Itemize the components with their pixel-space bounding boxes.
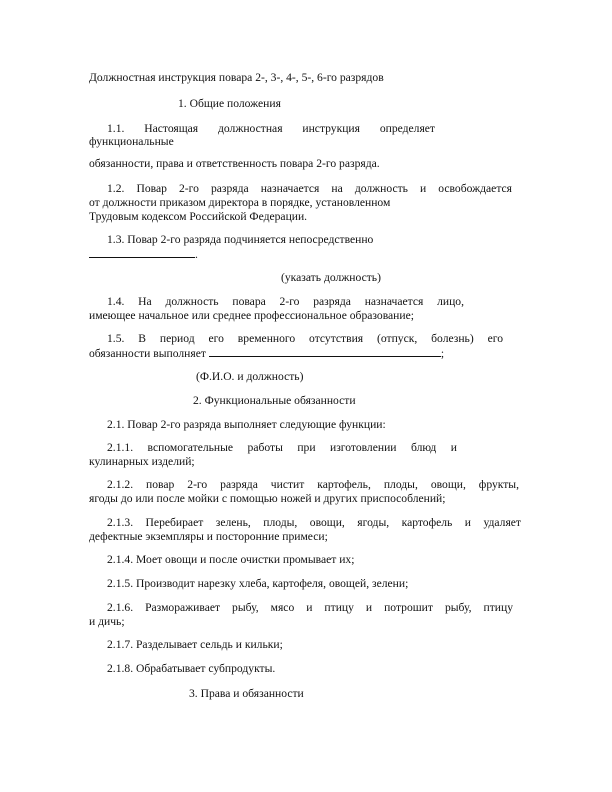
paragraph-2-1-2-line-1: 2.1.2. повар 2-го разряда чистит картофель, плоды, овощи, фрукты, <box>107 478 519 491</box>
paragraph-2-1-6-line-1: 2.1.6. Размораживает рыбу, мясо и птицу и потрошит рыбу, птицу <box>107 601 513 614</box>
paragraph-1-2-line-3: Трудовым кодексом Российской Федерации. <box>89 210 308 223</box>
paragraph-1-5-line-2: обязанности выполняет ; <box>89 347 445 360</box>
paragraph-1-2-line-1: 1.2. Повар 2-го разряда назначается на должность и освобождается <box>107 182 512 195</box>
paragraph-1-1-line-2: функциональные <box>89 135 174 148</box>
paragraph-1-3-line-2: . <box>89 246 198 262</box>
paragraph-2-1-3-line-2: дефектные экземпляры и посторонние примеси; <box>89 530 328 543</box>
paragraph-1-1-line-3: обязанности, права и ответственность повара 2-го разряда. <box>89 157 380 170</box>
paragraph-1-5-line-1: 1.5. В период его временного отсутствия (отпуск, болезнь) его <box>107 332 503 345</box>
substitute-blank <box>209 345 441 357</box>
paragraph-2-1-4: 2.1.4. Моет овощи и после очистки промывает их; <box>107 553 355 566</box>
document-title: Должностная инструкция повара 2-, 3-, 4-, 5-, 6-го разрядов <box>89 71 384 84</box>
paragraph-2-1-3-line-1: 2.1.3. Перебирает зелень, плоды, овощи, ягоды, картофель и удаляет <box>107 516 521 529</box>
section-3-heading: 3. Права и обязанности <box>189 687 304 700</box>
supervisor-blank <box>89 246 195 258</box>
paragraph-2-1-5: 2.1.5. Производит нарезку хлеба, картофеля, овощей, зелени; <box>107 577 409 590</box>
paragraph-2-1-8: 2.1.8. Обрабатывает субпродукты. <box>107 662 276 675</box>
paragraph-1-1-line-1: 1.1. Настоящая должностная инструкция определяет <box>107 122 435 135</box>
paragraph-2-1-7: 2.1.7. Разделывает сельдь и кильки; <box>107 638 283 651</box>
supervisor-note: (указать должность) <box>281 271 381 284</box>
paragraph-2-1-6-line-2: и дичь; <box>89 615 125 628</box>
paragraph-1-3-line-1: 1.3. Повар 2-го разряда подчиняется непосредственно <box>107 233 374 246</box>
paragraph-2-1-1-line-1: 2.1.1. вспомогательные работы при изготовлении блюд и <box>107 441 457 454</box>
section-2-heading: 2. Функциональные обязанности <box>193 394 356 407</box>
paragraph-1-4-line-1: 1.4. На должность повара 2-го разряда назначается лицо, <box>107 295 464 308</box>
paragraph-2-1-1-line-2: кулинарных изделий; <box>89 455 195 468</box>
section-1-heading: 1. Общие положения <box>178 97 281 110</box>
paragraph-1-4-line-2: имеющее начальное или среднее профессиональное образование; <box>89 309 414 322</box>
paragraph-1-2-line-2: от должности приказом директора в порядке, установленном <box>89 196 391 209</box>
paragraph-2-1-2-line-2: ягоды до или после мойки с помощью ножей и других приспособлений; <box>89 492 446 505</box>
paragraph-2-1: 2.1. Повар 2-го разряда выполняет следующие функции: <box>107 418 386 431</box>
substitute-note: (Ф.И.О. и должность) <box>196 370 304 383</box>
